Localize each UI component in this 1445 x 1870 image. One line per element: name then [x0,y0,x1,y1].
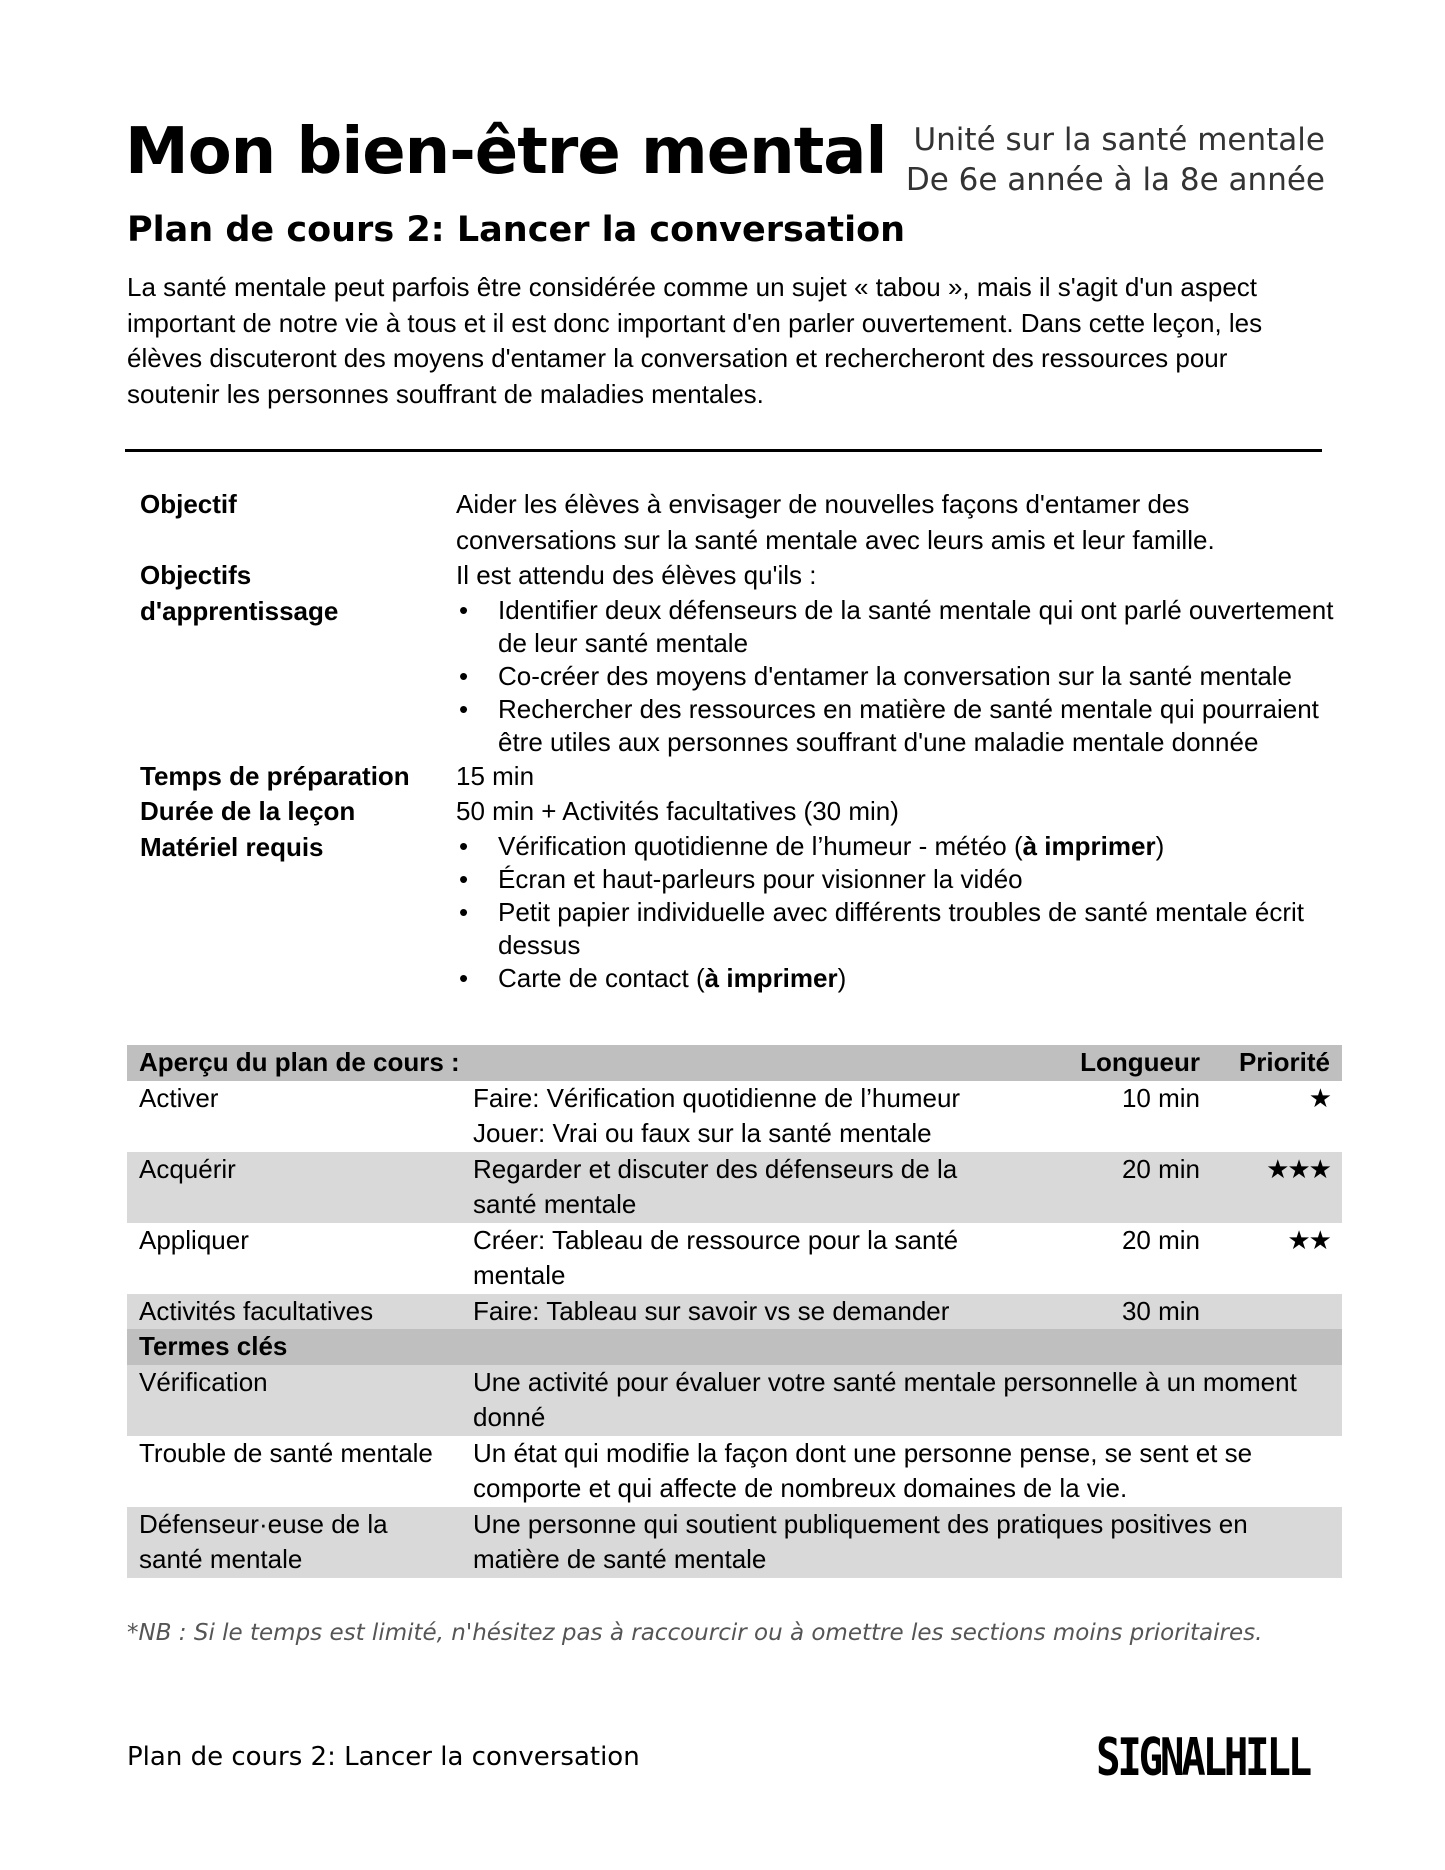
print-note: à imprimer [704,962,838,993]
priority-stars: ★★★ [1212,1152,1342,1223]
definition-cell: Un état qui modifie la façon dont une personne pense, se sent et se comporte et qui affecte de nombreux domaines de la vie. [473,1437,1253,1503]
material-text: Vérification quotidienne de l’humeur - météo ( [498,830,1023,861]
term-cell: Trouble de santé mentale [139,1437,433,1468]
materials-value [456,830,1340,995]
overview-table [127,1045,1342,1578]
table-row [127,1081,1342,1152]
list-item: • Petit papier individuelle avec différents troubles de santé mentale écrit dessus [456,896,1340,962]
materials-label: Matériel requis [140,831,324,862]
lesson-subtitle: Plan de cours 2: Lancer la conversation [127,210,906,250]
prep-row [140,759,1340,795]
list-item: • Identifier deux défenseurs de la santé mentale qui ont parlé ouvertement de leur santé mentale [456,594,1340,660]
material-text-end: ) [1155,830,1165,861]
length-cell: 20 min [1121,1224,1200,1255]
table-row [127,1152,1342,1223]
definition-cell: Une activité pour évaluer votre santé mentale personnelle à un moment donné [461,1365,1342,1436]
material-text: Carte de contact ( [498,962,705,993]
activity-cell: Créer: Tableau de ressource pour la santé mentale [473,1224,959,1290]
materials-list [456,830,1340,995]
unit-line-2: De 6e année à la 8e année [905,162,1325,198]
prep-value: 15 min [456,760,535,791]
print-note: à imprimer [1022,830,1156,861]
terms-header: Termes clés [127,1329,1342,1365]
overview-header: Aperçu du plan de cours : [127,1045,1033,1081]
length-cell: 20 min [1033,1152,1212,1223]
priority-stars: ★ [1308,1082,1330,1113]
objective-row [140,487,1340,558]
phase-cell: Activités facultatives [127,1294,461,1330]
length-header: Longueur [1033,1045,1212,1081]
signalhill-logo: SIGNALHILL [1095,1728,1309,1788]
learning-row [140,558,1340,759]
prep-label: Temps de préparation [140,760,410,791]
terms-header-row [127,1329,1342,1365]
footer-text: Plan de cours 2: Lancer la conversation [127,1742,640,1772]
priority-header: Priorité [1212,1045,1342,1081]
intro-paragraph: La santé mentale peut parfois être considérée comme un sujet « tabou », mais il s'agit d'un aspect important de notre vie à tous et il est donc important d'en parler ouvertement. Dans cette leçon, les élèves discuteront des moyens d'entamer la conversation et rechercheront des ressources pour soutenir les personnes souffrant de maladies mentales. [127,272,1263,409]
learning-value [456,558,1340,759]
list-item [456,962,1340,995]
term-cell: Défenseur·euse de la santé mentale [127,1507,461,1578]
unit-line-1: Unité sur la santé mentale [913,122,1325,158]
lesson-info [140,487,1340,995]
activity-line: Faire: Vérification quotidienne de l’humeur [473,1082,961,1113]
material-text-end: ) [837,962,847,993]
duration-row [140,794,1340,830]
list-item [456,830,1340,863]
duration-value: 50 min + Activités facultatives (30 min) [456,796,899,826]
length-cell: 10 min [1121,1082,1200,1113]
priority-stars: ★★ [1287,1224,1330,1255]
page-title: Mon bien-être mental [125,115,887,189]
priority-stars [1212,1294,1342,1330]
activity-cell: Faire: Tableau sur savoir vs se demander [461,1294,1033,1330]
length-cell: 30 min [1033,1294,1212,1330]
list-item: • Écran et haut-parleurs pour visionner la vidéo [456,863,1340,896]
phase-cell: Appliquer [139,1224,249,1255]
learning-list [456,594,1340,759]
duration-label: Durée de la leçon [140,796,356,826]
activity-line: Jouer: Vrai ou faux sur la santé mentale [473,1118,932,1148]
list-item: • Co-créer des moyens d'entamer la conversation sur la santé mentale [456,660,1340,693]
activity-cell: Regarder et discuter des défenseurs de la santé mentale [461,1152,1033,1223]
table-row [127,1436,1342,1507]
learning-intro: Il est attendu des élèves qu'ils : [456,560,817,590]
section-divider [125,449,1322,452]
table-row [127,1223,1342,1294]
term-cell: Vérification [127,1365,461,1436]
objective-value: Aider les élèves à envisager de nouvelles façons d'entamer des conversations sur la santé mentale avec leurs amis et leur famille. [456,489,1215,555]
table-row [127,1507,1342,1578]
activity-cell [461,1081,1033,1152]
materials-row [140,830,1340,995]
learning-label: Objectifs d'apprentissage [140,560,339,626]
phase-cell: Acquérir [127,1152,461,1223]
table-row [127,1294,1342,1330]
objective-label: Objectif [140,489,237,519]
list-item: • Rechercher des ressources en matière de santé mentale qui pourraient être utiles aux personnes souffrant d'une maladie mentale donnée [456,693,1340,759]
phase-cell: Activer [139,1082,219,1113]
overview-header-row [127,1045,1342,1081]
definition-cell: Une personne qui soutient publiquement des pratiques positives en matière de santé mentale [461,1507,1342,1578]
table-row [127,1365,1342,1436]
unit-info [906,120,1325,200]
footnote: *NB : Si le temps est limité, n'hésitez pas à raccourcir ou à omettre les sections moins prioritaires. [127,1620,1263,1646]
